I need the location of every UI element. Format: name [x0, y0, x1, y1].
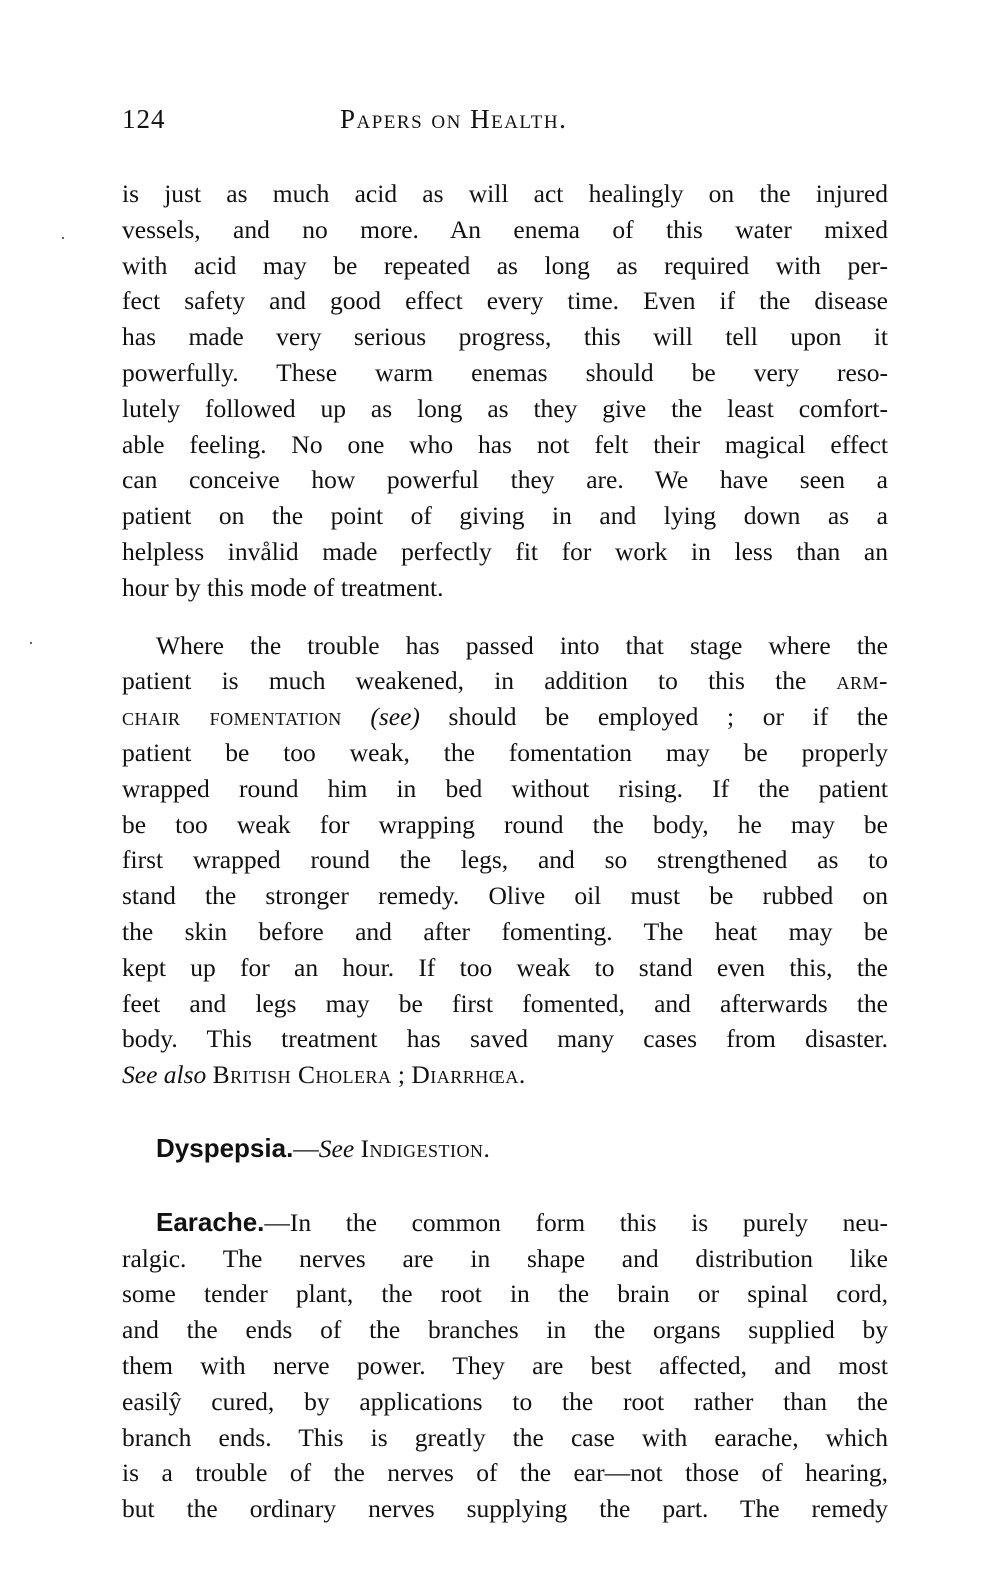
text-line: easilŷ cured, by applications to the root rather than the [122, 1386, 888, 1416]
text-line: be too weak for wrapping round the body, he may be [122, 809, 888, 839]
see-also-line [122, 1057, 888, 1093]
text-line: powerfully. These warm enemas should be very reso- [122, 357, 888, 387]
text-line: patient on the point of giving in and lying down as a [122, 501, 888, 531]
text-line: the skin before and after fomenting. The heat may be [122, 916, 888, 946]
cross-reference: arm- [836, 666, 889, 696]
see-label: See [318, 1133, 355, 1163]
paragraph-enema-continuation [122, 176, 888, 606]
text-line: feet and legs may be first fomented, and afterwards the [122, 988, 888, 1018]
entry-earache [122, 1205, 888, 1527]
text-line: Where the trouble has passed into that stage where the [156, 630, 888, 660]
text-line: has made very serious progress, this will tell upon it [122, 322, 888, 352]
text-line: wrapped round him in bed without rising. If the patient [122, 773, 888, 803]
running-title: Papers on Health. [340, 104, 568, 134]
margin-speck [30, 642, 32, 644]
running-head [122, 104, 892, 144]
text-line: is a trouble of the nerves of the ear—not those of hearing, [122, 1458, 888, 1488]
text-line: some tender plant, the root in the brain or spinal cord, [122, 1279, 888, 1309]
text-line: first wrapped round the legs, and so strengthened as to [122, 845, 888, 875]
entry-dyspepsia [122, 1131, 888, 1167]
text-fragment: In the common form this is purely neu- [289, 1207, 888, 1237]
headword-earache: Earache. [156, 1206, 265, 1237]
paragraph-weakened-patient [122, 628, 888, 1093]
text-line: stand the stronger remedy. Olive oil must be rubbed on [122, 881, 888, 911]
headword-dyspepsia: Dyspepsia. [156, 1132, 294, 1163]
text-line: with acid may be repeated as long as required with per- [122, 250, 888, 280]
cross-reference-indigestion: Indigestion. [360, 1133, 491, 1163]
text-line: ralgic. The nerves are in shape and distribution like [122, 1243, 888, 1273]
cross-reference-diarrhoea: Diarrhœa. [411, 1060, 526, 1090]
text-line: lutely followed up as long as they give the least comfort- [122, 393, 888, 423]
text-line: helpless invålid made perfectly fit for work in less than an [122, 536, 888, 566]
body-text [122, 176, 888, 1527]
text-line: is just as much acid as will act healingly on the injured [122, 179, 888, 208]
text-line: and the ends of the branches in the organs supplied by [122, 1315, 888, 1345]
text-line [122, 1205, 888, 1241]
text-line: body. This treatment has saved many cases from disaster. [122, 1024, 888, 1054]
text-line: can conceive how powerful they are. We have seen a [122, 465, 888, 495]
see-also-label: See also [122, 1060, 207, 1090]
see-note: (see) [370, 702, 420, 732]
text-line: vessels, and no more. An enema of this water mixed [122, 214, 888, 244]
separator: ; [391, 1060, 412, 1090]
text-line: but the ordinary nerves supplying the part. The remedy [122, 1494, 888, 1524]
page-number: 124 [122, 104, 166, 134]
text-line: kept up for an hour. If too weak to stand even this, the [122, 952, 888, 982]
text-line: able feeling. No one who has not felt their magical effect [122, 429, 888, 459]
text-line [122, 1131, 888, 1167]
dash: — [293, 1133, 319, 1163]
cross-reference-british-cholera: British Cholera [212, 1060, 392, 1090]
text-line: branch ends. This is greatly the case with earache, which [122, 1422, 888, 1452]
text-fragment: should be employed ; or if the [448, 702, 889, 732]
text-line: fect safety and good effect every time. Even if the disease [122, 286, 888, 316]
margin-speck [62, 237, 64, 239]
text-line: patient be too weak, the fomentation may be properly [122, 737, 888, 767]
text-line: hour by this mode of treatment. [122, 572, 444, 602]
text-line [122, 699, 888, 735]
dash: — [264, 1207, 290, 1237]
text-line [122, 663, 888, 699]
cross-reference: chair fomentation [122, 702, 342, 732]
text-line: them with nerve power. They are best affected, and most [122, 1350, 888, 1380]
text-fragment: patient is much weakened, in addition to this the [122, 666, 807, 696]
